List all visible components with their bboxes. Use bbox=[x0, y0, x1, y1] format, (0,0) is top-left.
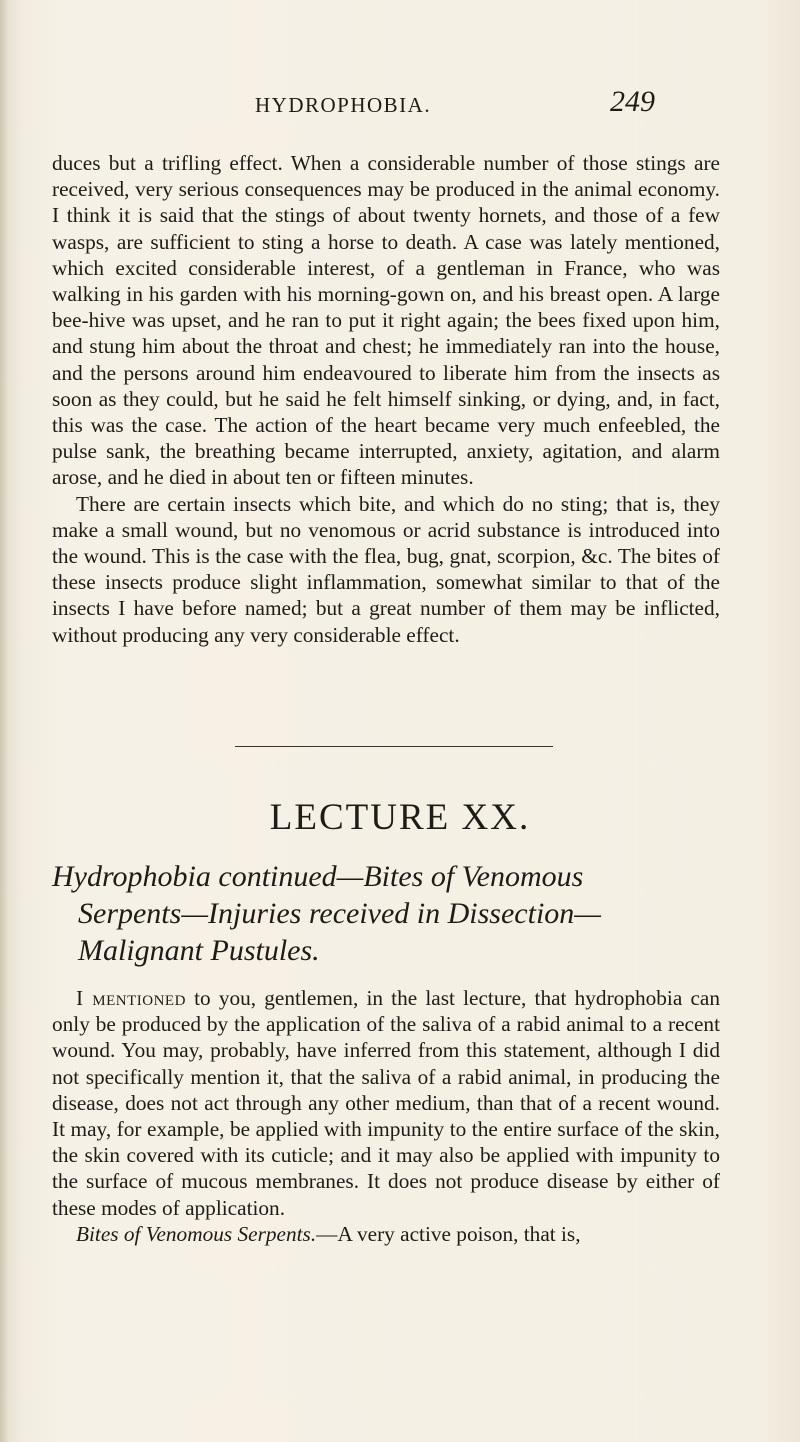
paragraph-bee-stings: duces but a trifling effect. When a considerable number of those stings are received, very serious consequences may be produced in the animal economy. I think it is said that the stings of about twenty hornets, and those of a few wasps, are sufficient to sting a horse to death. A case was lately mentioned, which excited considerable interest, of a gentleman in France, who was walking in his garden with his morning-gown on, and his breast open. A large bee-hive was upset, and he ran to put it right again; the bees fixed upon him, and stung him about the throat and chest; he immediately ran into the house, and the persons around him endeavoured to liberate him from the insects as soon as they could, but he said he felt himself sinking, or dying, and, in fact, this was the case. The action of the heart became very much enfeebled, the pulse sank, the breathing became interrupted, anxiety, agitation, and alarm arose, and he died in about ten or fifteen minutes. bbox=[52, 151, 720, 490]
paragraph-saliva bbox=[52, 985, 720, 1221]
paragraph-lead-word: I mentioned bbox=[76, 986, 186, 1010]
lecture-subtitle bbox=[52, 858, 732, 969]
page-number: 249 bbox=[610, 85, 655, 118]
lecture-title: LECTURE XX. bbox=[269, 797, 531, 838]
running-head: HYDROPHOBIA. bbox=[255, 93, 432, 117]
paragraph-saliva-text: to you, gentlemen, in the last lecture, that hydrophobia can only be produced by the application of the saliva of a rabid animal to a recent wound. You may, probably, have inferred from this statement, although I did not specifically mention it, that the saliva of a rabid animal, in producing the disease, does not act through any other medium, than that of a recent wound. It may, for example, be applied with impunity to the entire surface of the skin, the skin covered with its cuticle; and it may also be applied with impunity to the surface of mucous membranes. It does not produce disease by either of these modes of application. bbox=[52, 986, 721, 1220]
lecture-subtitle-line-2: Serpents—Injuries received in Dissection— bbox=[78, 897, 601, 930]
paragraph-serpents-heading: Bites of Venomous Serpents. bbox=[76, 1221, 317, 1246]
text-block-upper bbox=[52, 150, 720, 648]
paragraph-serpents bbox=[52, 1221, 720, 1247]
paragraph-biting-insects: There are certain insects which bite, and which do no sting; that is, they make a small wound, but no venomous or acrid substance is introduced into the wound. This is the case with the flea, bug, gnat, scorpion, &c. The bites of these insects produce slight inflammation, somewhat similar to that of the insects I have before named; but a great number of them may be inflicted, without producing any very considerable effect. bbox=[52, 491, 720, 647]
lecture-subtitle-line-1: Hydrophobia continued—Bites of Venomous bbox=[52, 860, 584, 893]
section-divider-rule bbox=[235, 746, 553, 747]
paragraph-serpents-text: —A very active poison, that is, bbox=[316, 1221, 581, 1246]
page-spine-shadow bbox=[0, 0, 8, 1442]
page-header bbox=[255, 85, 655, 125]
lecture-subtitle-line-3: Malignant Pustules. bbox=[78, 934, 320, 967]
text-block-lower bbox=[52, 985, 720, 1247]
